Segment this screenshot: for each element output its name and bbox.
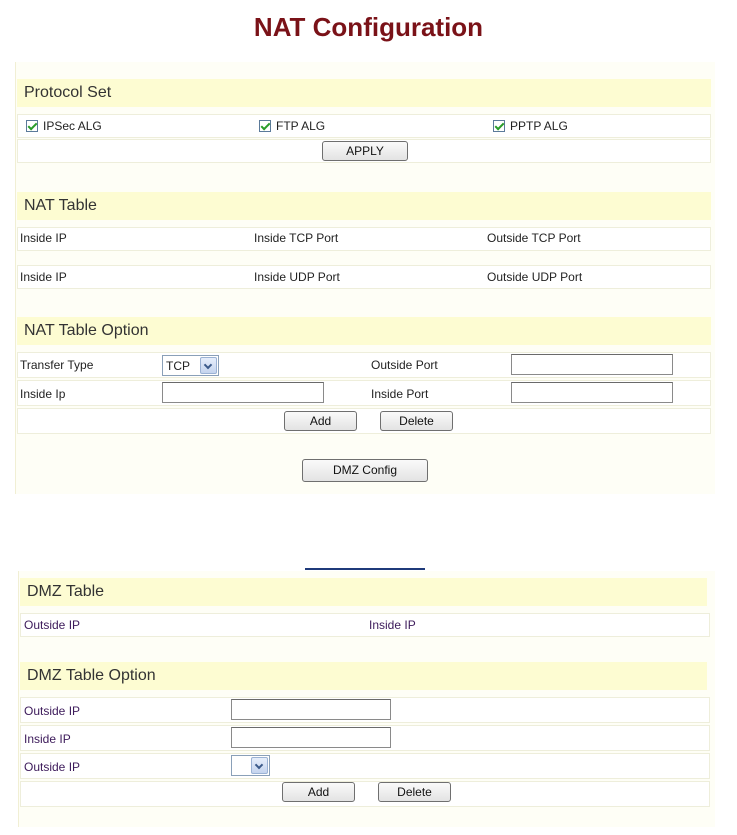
dmz-outside-ip-input[interactable] [231,699,391,720]
nat-tcp-row [17,227,711,251]
nat-table-option-header: NAT Table Option [17,317,711,345]
dmz-inside-ip-input[interactable] [231,727,391,748]
page-title: NAT Configuration [253,12,484,42]
apply-button[interactable]: APPLY [322,141,408,161]
dmz-outside-ip-select[interactable] [231,755,270,776]
dmz-table-row [20,613,710,637]
dmz-add-button[interactable]: Add [282,782,355,802]
nat-udp-inside-ip: Inside IP [20,270,67,284]
ipsec-alg-checkbox[interactable] [26,120,38,132]
dmz-delete-button[interactable]: Delete [378,782,451,802]
ipsec-alg-label: IPSec ALG [43,119,102,133]
pptp-alg-label: PPTP ALG [510,119,568,133]
dmz-table-header: DMZ Table [20,578,707,606]
dmz-inside-ip: Inside IP [369,618,416,632]
ipsec-alg-option[interactable] [26,119,102,133]
nat-tcp-inside-ip: Inside IP [20,231,67,245]
protocol-row [17,114,711,138]
ftp-alg-label: FTP ALG [276,119,326,133]
ftp-alg-checkbox[interactable] [259,120,271,132]
dmz-inside-ip-label: Inside IP [24,732,71,746]
inside-port-label: Inside Port [371,387,429,401]
nat-tcp-outside-port: Outside TCP Port [487,231,581,245]
dmz-option-row-4 [20,781,710,807]
transfer-type-value: TCP [166,358,190,373]
outside-port-label: Outside Port [371,358,438,372]
protocol-set-header: Protocol Set [17,79,711,107]
nat-tcp-inside-port: Inside TCP Port [254,231,339,245]
nat-add-button[interactable]: Add [284,411,357,431]
dmz-table-option-header: DMZ Table Option [20,662,707,690]
ftp-alg-option[interactable] [259,119,325,133]
dmz-outside-ip: Outside IP [24,618,81,632]
dmz-option-row-3 [20,753,710,779]
nat-delete-button[interactable]: Delete [380,411,453,431]
pptp-alg-option[interactable] [493,119,568,133]
dmz-outside-ip-select-label: Outside IP [24,760,81,774]
section-separator [305,568,425,570]
inside-port-input[interactable] [511,382,673,403]
nat-udp-inside-port: Inside UDP Port [254,270,340,284]
inside-ip-input[interactable] [162,382,324,403]
chevron-down-icon[interactable] [200,357,217,374]
nat-udp-outside-port: Outside UDP Port [487,270,583,284]
transfer-type-select[interactable] [162,355,219,376]
inside-ip-label: Inside Ip [20,387,66,401]
nat-udp-row [17,265,711,289]
nat-option-row-3 [17,408,711,434]
transfer-type-label: Transfer Type [20,358,94,372]
dmz-config-button[interactable]: DMZ Config [302,459,428,482]
dmz-outside-ip-label: Outside IP [24,704,81,718]
outside-port-input[interactable] [511,354,673,375]
nat-table-header: NAT Table [17,192,711,220]
pptp-alg-checkbox[interactable] [493,120,505,132]
chevron-down-icon[interactable] [251,757,268,774]
